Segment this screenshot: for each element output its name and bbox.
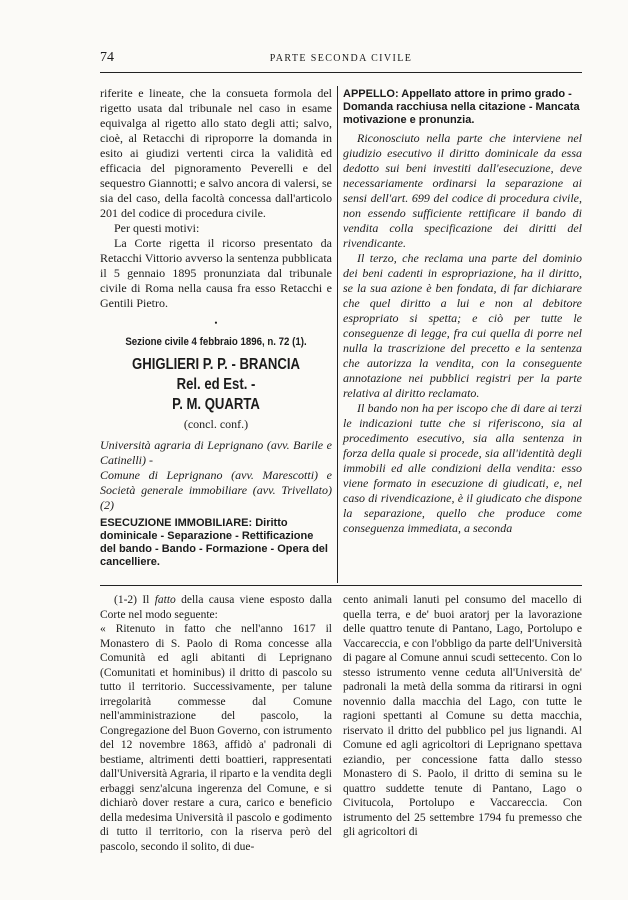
motivi-heading: Per questi motivi: — [114, 221, 200, 235]
footnote-left: (1-2) Il fatto della causa viene esposto dalla Corte nel modo seguente: « Ritenuto in fatto che nell'anno 1617 il Monastero di S. Paolo di Roma concesse alla Comunità ed agli abitanti di Leprignano (Comunitati et hominibus) il dritto di pascolo su tutto il territorio. Successivamente, per talune irregolarità commesse dal Comune nell'amministrazione del pascolo, la Congregazione del Buon Governo, con istrumento del 12 novembre 1863, affidò a' padronali di bestiame, altrimenti detti boattieri, rappresentati dall'Università Agraria, il riparto e la vendita degli erbaggi senz'alcuna ingerenza del Comune, e si dichiarò dover restare a cura, carico e beneficio della medesima Università il pascolo e godimento di tutto il territorio, con la riserva però del pascolo, secondo il solito, di due- — [100, 594, 333, 853]
page-header — [100, 50, 582, 70]
footnote-right — [343, 593, 582, 838]
header-rule — [100, 72, 582, 73]
judges-line-1: GHIGLIERI P. P. - BRANCIA Rel. ed Est. - — [132, 356, 300, 393]
decision-paragraph: La Corte rigetta il ricorso presentato da Retacchi Vittorio avverso la sentenza pubblicata il 5 gennaio 1895 pronunziata dal tribunale civile di Roma nella causa fra esso Retacchi e Gentili Pietro. — [100, 236, 332, 310]
footnote-rule — [100, 585, 582, 586]
maxim-1: Riconosciuto nella parte che interviene nel giudizio esecutivo il diritto dominicale da essa dedotto sui beni investiti dall'esecuzione, deve necessariamente ordinarsi la separazione ai sensi dell'art. 699 del codice di procedura civile, non essendo sufficiente rettificare il bando di vendita colla specificazione dei diritti del rivendicante. — [343, 131, 582, 250]
decision-end-paragraph: riferite e lineate, che la consueta formola del rigetto usata dal tribunale nel caso in esame equivalga al rigetto allo stato degli atti; salvo, cioè, al Retacchi di riproporre la domanda in esito ai giudizi vertenti circa la validità ed efficacia del pignoramento Peverelli e del sequestro Giannotti; e salvo ancora di valersi, se sia del caso, della facoltà concessa dall'articolo 201 del codice di procedura civile. — [100, 86, 332, 220]
column-divider — [337, 86, 338, 583]
litigant-1: Università agraria di Leprignano (avv. Barile e Catinelli) - — [100, 438, 332, 467]
page-number: 74 — [100, 50, 114, 65]
right-column-top — [343, 86, 582, 581]
footnote-intro: della causa viene esposto dalla Corte nel modo seguente: — [100, 594, 333, 621]
footnote-continuation: cento animali lanuti pel consumo del macello di quella terra, e de' buoi aratorj per la lavorazione delle quattro tenute di Pantano, Lago, Portolupo e Vaccareccia, e con l'obbligo da parte dell'Università di pagare al Comune annui scudi settecento. Con lo stesso istrumento venne ceduta all'Università de' padronali la metà della somma da ritirarsi in ogni novennio dalla macchia del Lago, con tutte le ragioni spettanti al Comune su detta macchia, riservato il dritto del pubblico pel jus lignandi. Al Comune ed agli agricoltori di Leprignano spettava eziandio, per concessione fatta dallo stesso Monastero di S. Paolo, il dritto di semina su le quattro suddette tenute di Pantano, Lago o Civitucola, Portolupo e Vaccareccia. Con istrumento del 25 settembre 1794 fu premesso che gli agricoltori di — [343, 594, 582, 838]
separator-dot: • — [214, 318, 218, 328]
conclusion-note: (concl. conf.) — [183, 417, 249, 431]
footnote-body: « Ritenuto in fatto che nell'anno 1617 il Monastero di S. Paolo di Roma concesse alla Comunità ed agli abitanti di Leprignano (Comunitati et hominibus) il dritto di pascolo su tutto il territorio. Successivamente, per talune irregolarità commesse dal Comune nell'amministrazione del pascolo, la Congregazione del Buon Governo, con istrumento del 12 novembre 1863, affidò a' padronali di bestiame, altrimenti detti boattieri, rappresentati dall'Università Agraria, il riparto e la vendita degli erbaggi senz'alcuna ingerenza del Comune, e si dichiarò dover restare a cura, carico e beneficio della medesima Università il pascolo e godimento di tutto il territorio, con la riserva però del pascolo, secondo il solito, di due- — [100, 623, 332, 853]
footnote-fatto: fatto — [154, 594, 176, 606]
running-head: PARTE SECONDA CIVILE — [269, 53, 413, 64]
section-heading: Sezione civile 4 febbraio 1896, n. 72 (1). — [125, 336, 307, 348]
keywords-esecuzione: ESECUZIONE IMMOBILIARE: Diritto dominicale - Separazione - Rettificazione del bando - Bando - Formazione - Opera del cancelliere. — [100, 517, 328, 568]
footnote-number: (1-2) — [114, 594, 137, 606]
judges-line-2: P. M. QUARTA — [172, 396, 260, 413]
keywords-appello: APPELLO: Appellato attore in primo grado - Domanda racchiusa nella citazione - Mancata motivazione e pronunzia. — [343, 88, 580, 126]
maxim-2: Il terzo, che reclama una parte del dominio dei beni cadenti in espropriazione, ha il diritto, se la sua azione è ben fondata, di far dichiarare che quel diritto a lui e non al debitore espropriato si spetta; e ciò per tutte le conseguenze di legge, fra cui quella di porre nel nulla la trascrizione del precetto e la sentenza che autorizza la vendita, con la conseguente annotazione nei pubblici registri per la parte relativa al diritto reclamato. — [343, 251, 582, 400]
left-column-top — [100, 86, 332, 581]
maxim-3: Il bando non ha per iscopo che di dare ai terzi le indicazioni tutte che si riferiscono, sia al procedimento esecutivo, sia alla sentenza in forza della quale si procede, sia all'identità degli immobili ed alle condizioni della vendita: esso viene formato in esecuzione di giudicati, e, nel caso di rivendicazione, è il giudicato che dispone la separazione, quello che produce come conseguenza immediata, a seconda — [343, 401, 582, 535]
litigant-2: Comune di Leprignano (avv. Marescotti) e Società generale immobiliare (avv. Trivellato) (2) — [100, 468, 332, 512]
